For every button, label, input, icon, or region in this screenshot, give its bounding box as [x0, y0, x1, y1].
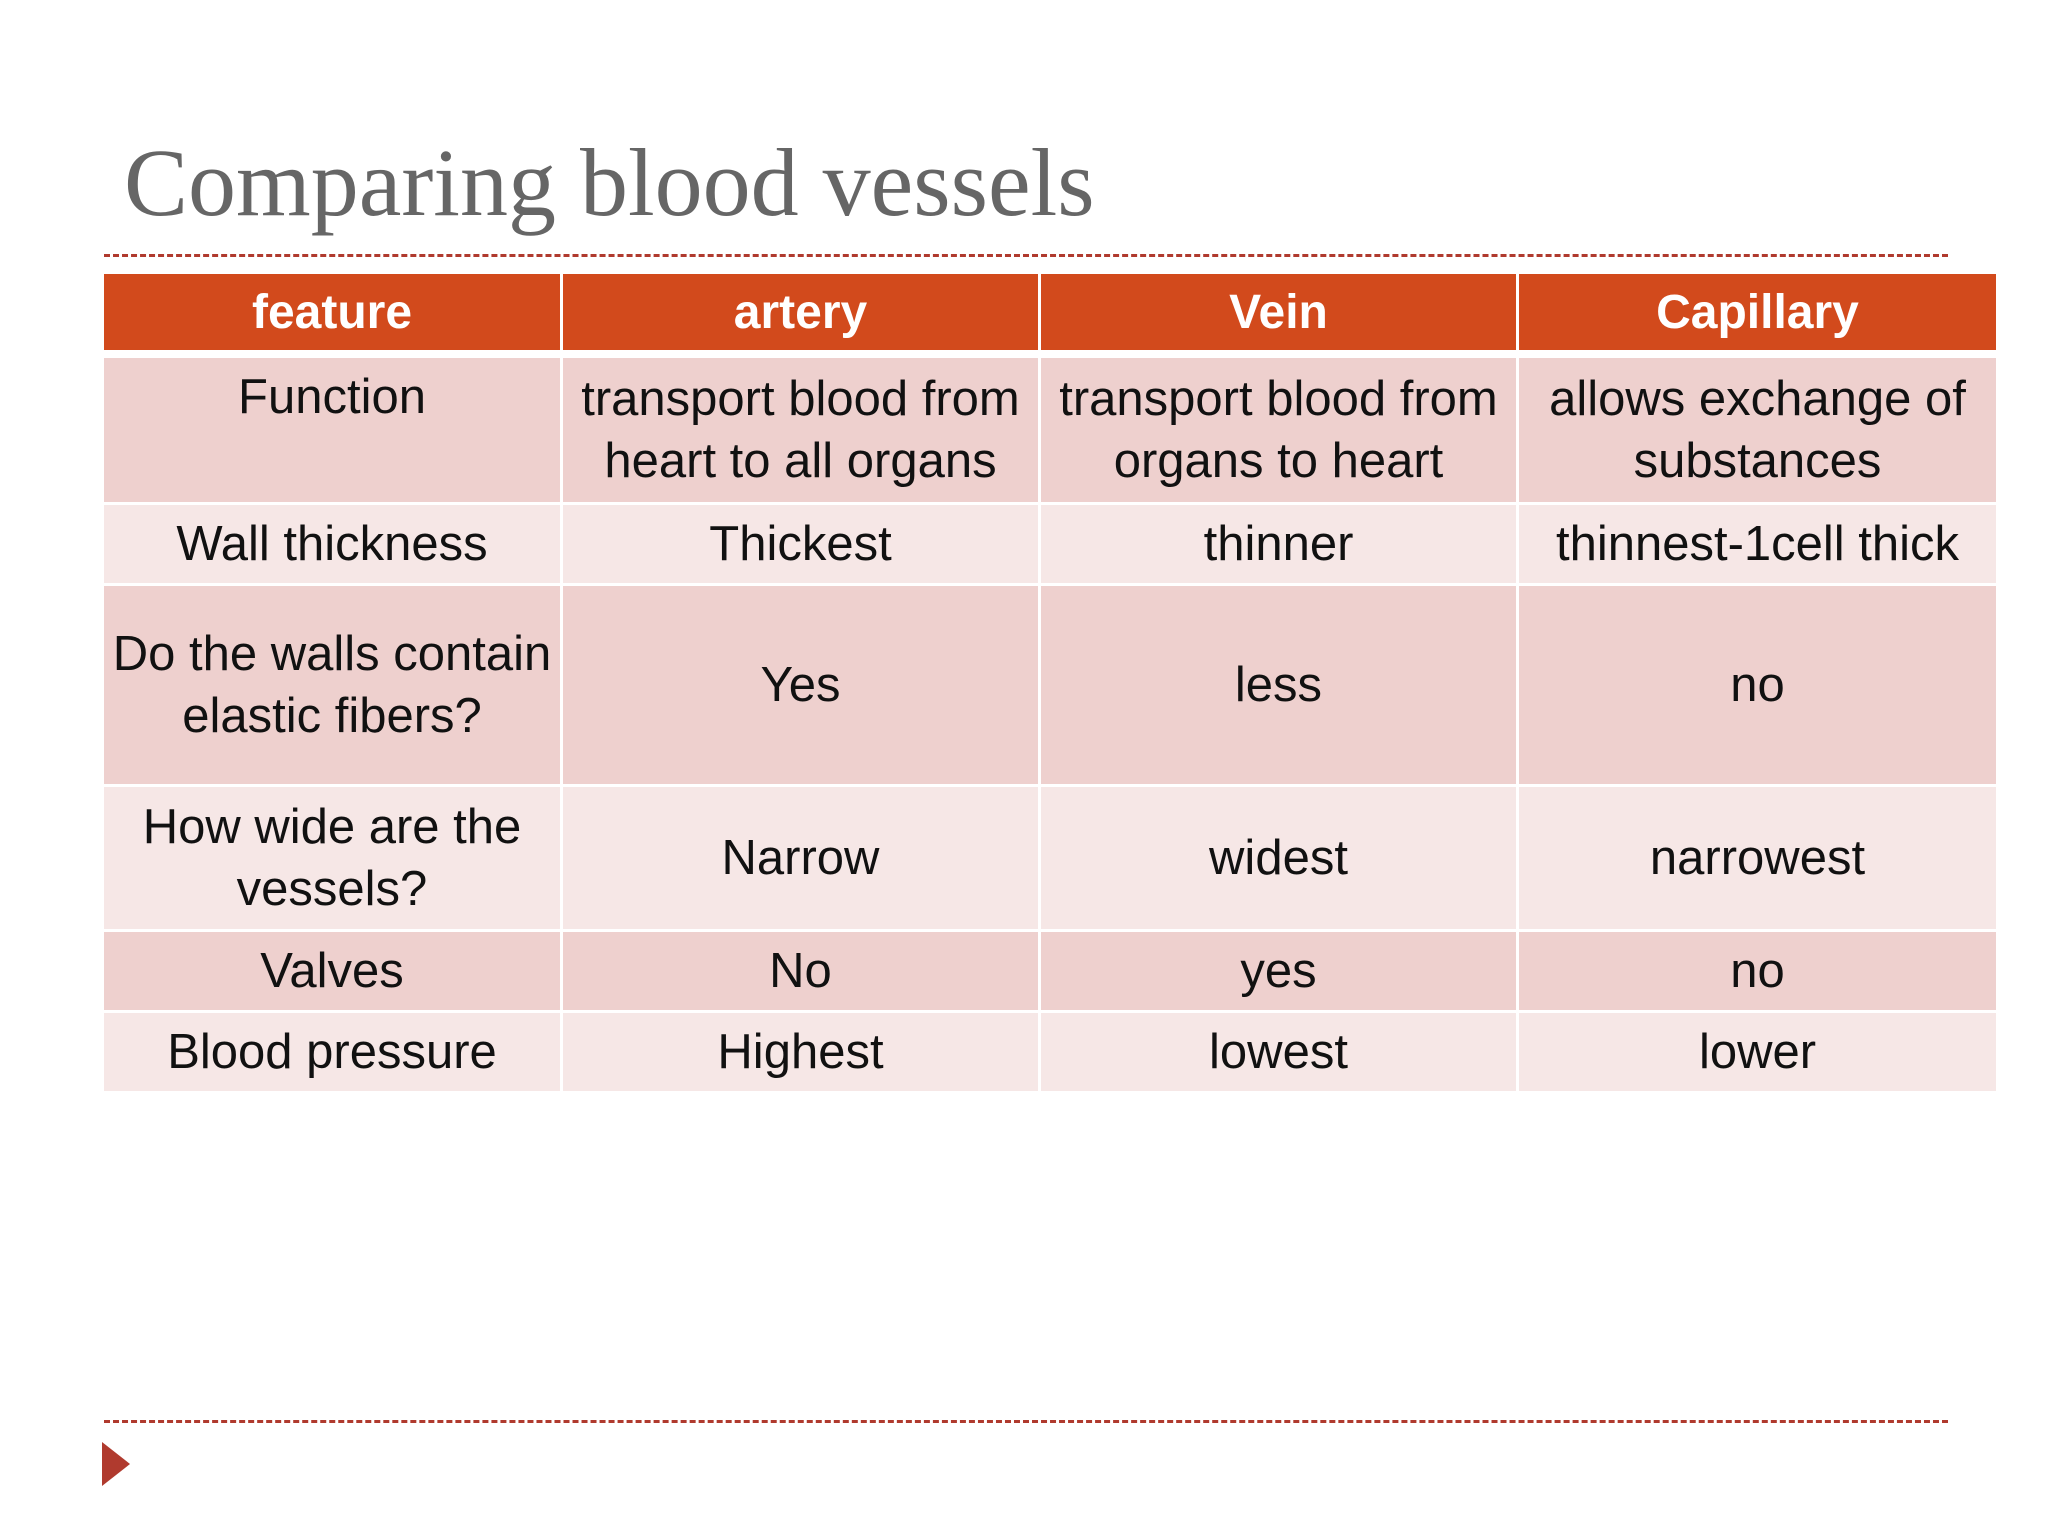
bottom-divider	[104, 1420, 1948, 1423]
vein-cell: lowest	[1041, 1013, 1519, 1094]
feature-cell: Valves	[104, 932, 563, 1013]
artery-cell: Yes	[563, 586, 1041, 787]
capillary-cell: narrowest	[1519, 787, 1996, 932]
artery-cell: No	[563, 932, 1041, 1013]
artery-cell: transport blood from heart to all organs	[563, 358, 1041, 505]
header-feature: feature	[104, 274, 563, 358]
header-capillary: Capillary	[1519, 274, 1996, 358]
table-row	[104, 932, 1996, 1013]
vein-cell: transport blood from organs to heart	[1041, 358, 1519, 505]
table-row	[104, 505, 1996, 586]
feature-cell: How wide are the vessels?	[104, 787, 563, 932]
header-artery: artery	[563, 274, 1041, 358]
artery-cell: Highest	[563, 1013, 1041, 1094]
table-row	[104, 787, 1996, 932]
capillary-cell: no	[1519, 932, 1996, 1013]
table-row	[104, 358, 1996, 505]
artery-cell: Narrow	[563, 787, 1041, 932]
capillary-cell: allows exchange of substances	[1519, 358, 1996, 505]
capillary-cell: thinnest-1cell thick	[1519, 505, 1996, 586]
comparison-table	[104, 274, 1996, 1094]
feature-cell: Wall thickness	[104, 505, 563, 586]
vein-cell: less	[1041, 586, 1519, 787]
capillary-cell: lower	[1519, 1013, 1996, 1094]
vein-cell: yes	[1041, 932, 1519, 1013]
feature-cell: Function	[104, 358, 563, 505]
play-triangle-icon	[102, 1442, 130, 1486]
header-vein: Vein	[1041, 274, 1519, 358]
vein-cell: widest	[1041, 787, 1519, 932]
table-row	[104, 586, 1996, 787]
artery-cell: Thickest	[563, 505, 1041, 586]
vein-cell: thinner	[1041, 505, 1519, 586]
top-divider	[104, 254, 1948, 257]
header-row	[104, 274, 1996, 358]
feature-cell: Blood pressure	[104, 1013, 563, 1094]
capillary-cell: no	[1519, 586, 1996, 787]
feature-cell: Do the walls contain elastic fibers?	[104, 586, 563, 787]
slide-title: Comparing blood vessels	[124, 129, 1095, 236]
table-row	[104, 1013, 1996, 1094]
